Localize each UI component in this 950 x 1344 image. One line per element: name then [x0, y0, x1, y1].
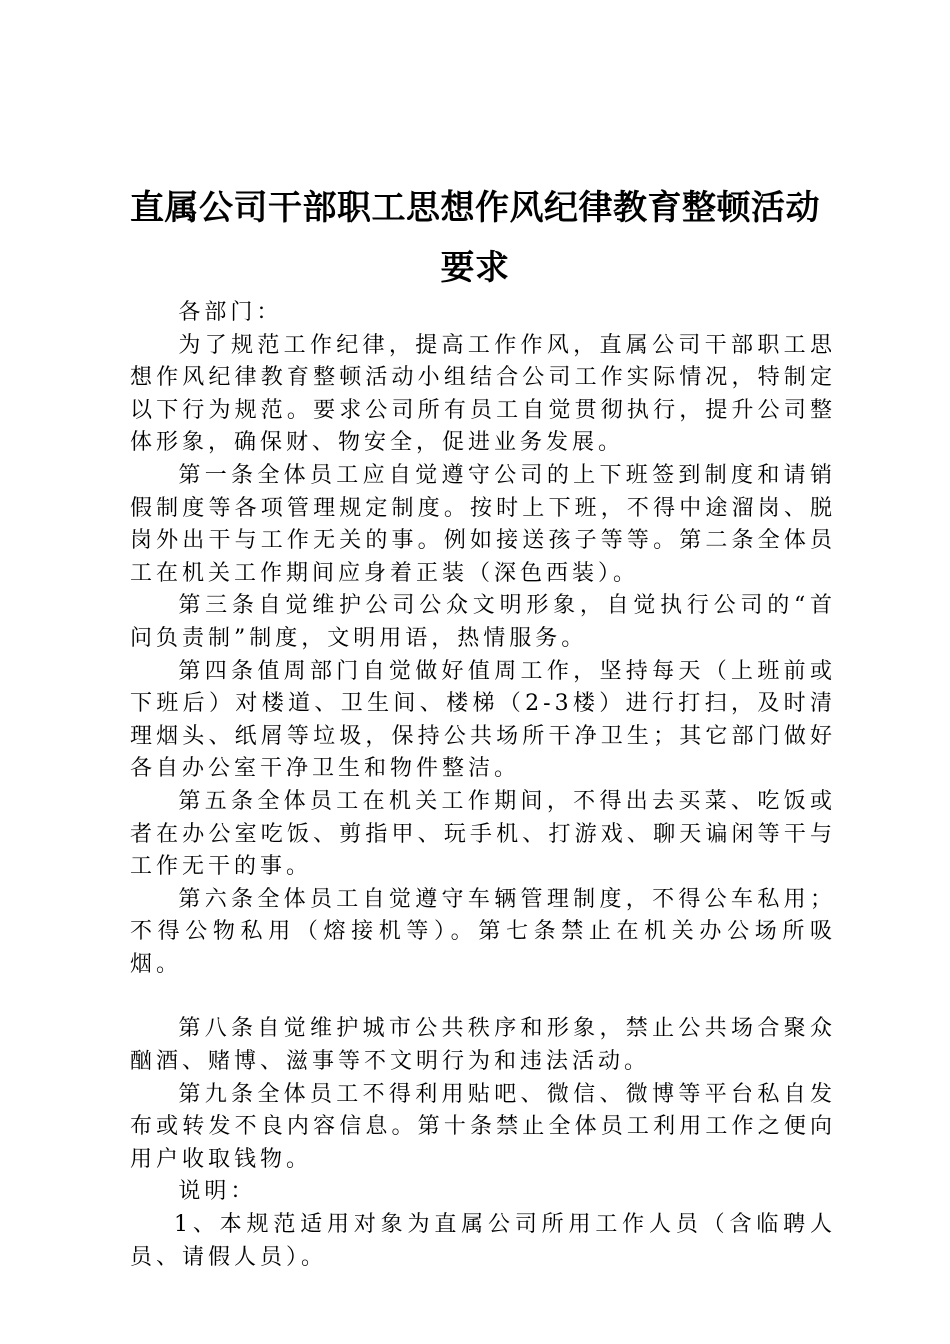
- paragraph-article-8: 第八条自觉维护城市公共秩序和形象，禁止公共场合聚众酗酒、赌博、滋事等不文明行为和违法活动。: [130, 1016, 836, 1075]
- paragraph-intro: 为了规范工作纪律，提高工作作风，直属公司干部职工思想作风纪律教育整顿活动小组结合公司工作实际情况，特制定以下行为规范。要求公司所有员工自觉贯彻执行，提升公司整体形象，确保财、物安全，促进业务发展。: [130, 332, 836, 456]
- paragraph-article-1-2: 第一条全体员工应自觉遵守公司的上下班签到制度和请销假制度等各项管理规定制度。按时上下班，不得中途溜岗、脱岗外出干与工作无关的事。例如接送孩子等等。第二条全体员工在机关工作期间应身着正装（深色西装）。: [130, 462, 836, 586]
- document-title-line-2: 要求: [440, 248, 510, 288]
- paragraph-article-9-10: 第九条全体员工不得利用贴吧、微信、微博等平台私自发布或转发不良内容信息。第十条禁止全体员工利用工作之便向用户收取钱物。: [130, 1081, 836, 1172]
- note-item-1: 1、本规范适用对象为直属公司所用工作人员（含临聘人员、请假人员）。: [130, 1212, 836, 1270]
- paragraph-article-4: 第四条值周部门自觉做好值周工作，坚持每天（上班前或下班后）对楼道、卫生间、楼梯（2-3楼）进行打扫，及时清理烟头、纸屑等垃圾，保持公共场所干净卫生；其它部门做好各自办公室干净卫生和物件整洁。: [130, 658, 836, 782]
- note-heading: 说明：: [178, 1179, 257, 1205]
- paragraph-article-3: 第三条自觉维护公司公众文明形象，自觉执行公司的“首问负责制”制度，文明用语，热情服务。: [130, 593, 836, 651]
- document-body: [130, 297, 836, 1274]
- paragraph-article-5: 第五条全体员工在机关工作期间，不得出去买菜、吃饭或者在办公室吃饭、剪指甲、玩手机、打游戏、聊天谝闲等干与工作无干的事。: [130, 788, 836, 880]
- paragraph-article-6-7: 第六条全体员工自觉遵守车辆管理制度，不得公车私用；不得公物私用（熔接机等）。第七条禁止在机关办公场所吸烟。: [130, 886, 836, 977]
- document-title-line-1: 直属公司干部职工思想作风纪律教育整顿活动: [130, 188, 820, 228]
- salutation: 各部门：: [178, 300, 283, 325]
